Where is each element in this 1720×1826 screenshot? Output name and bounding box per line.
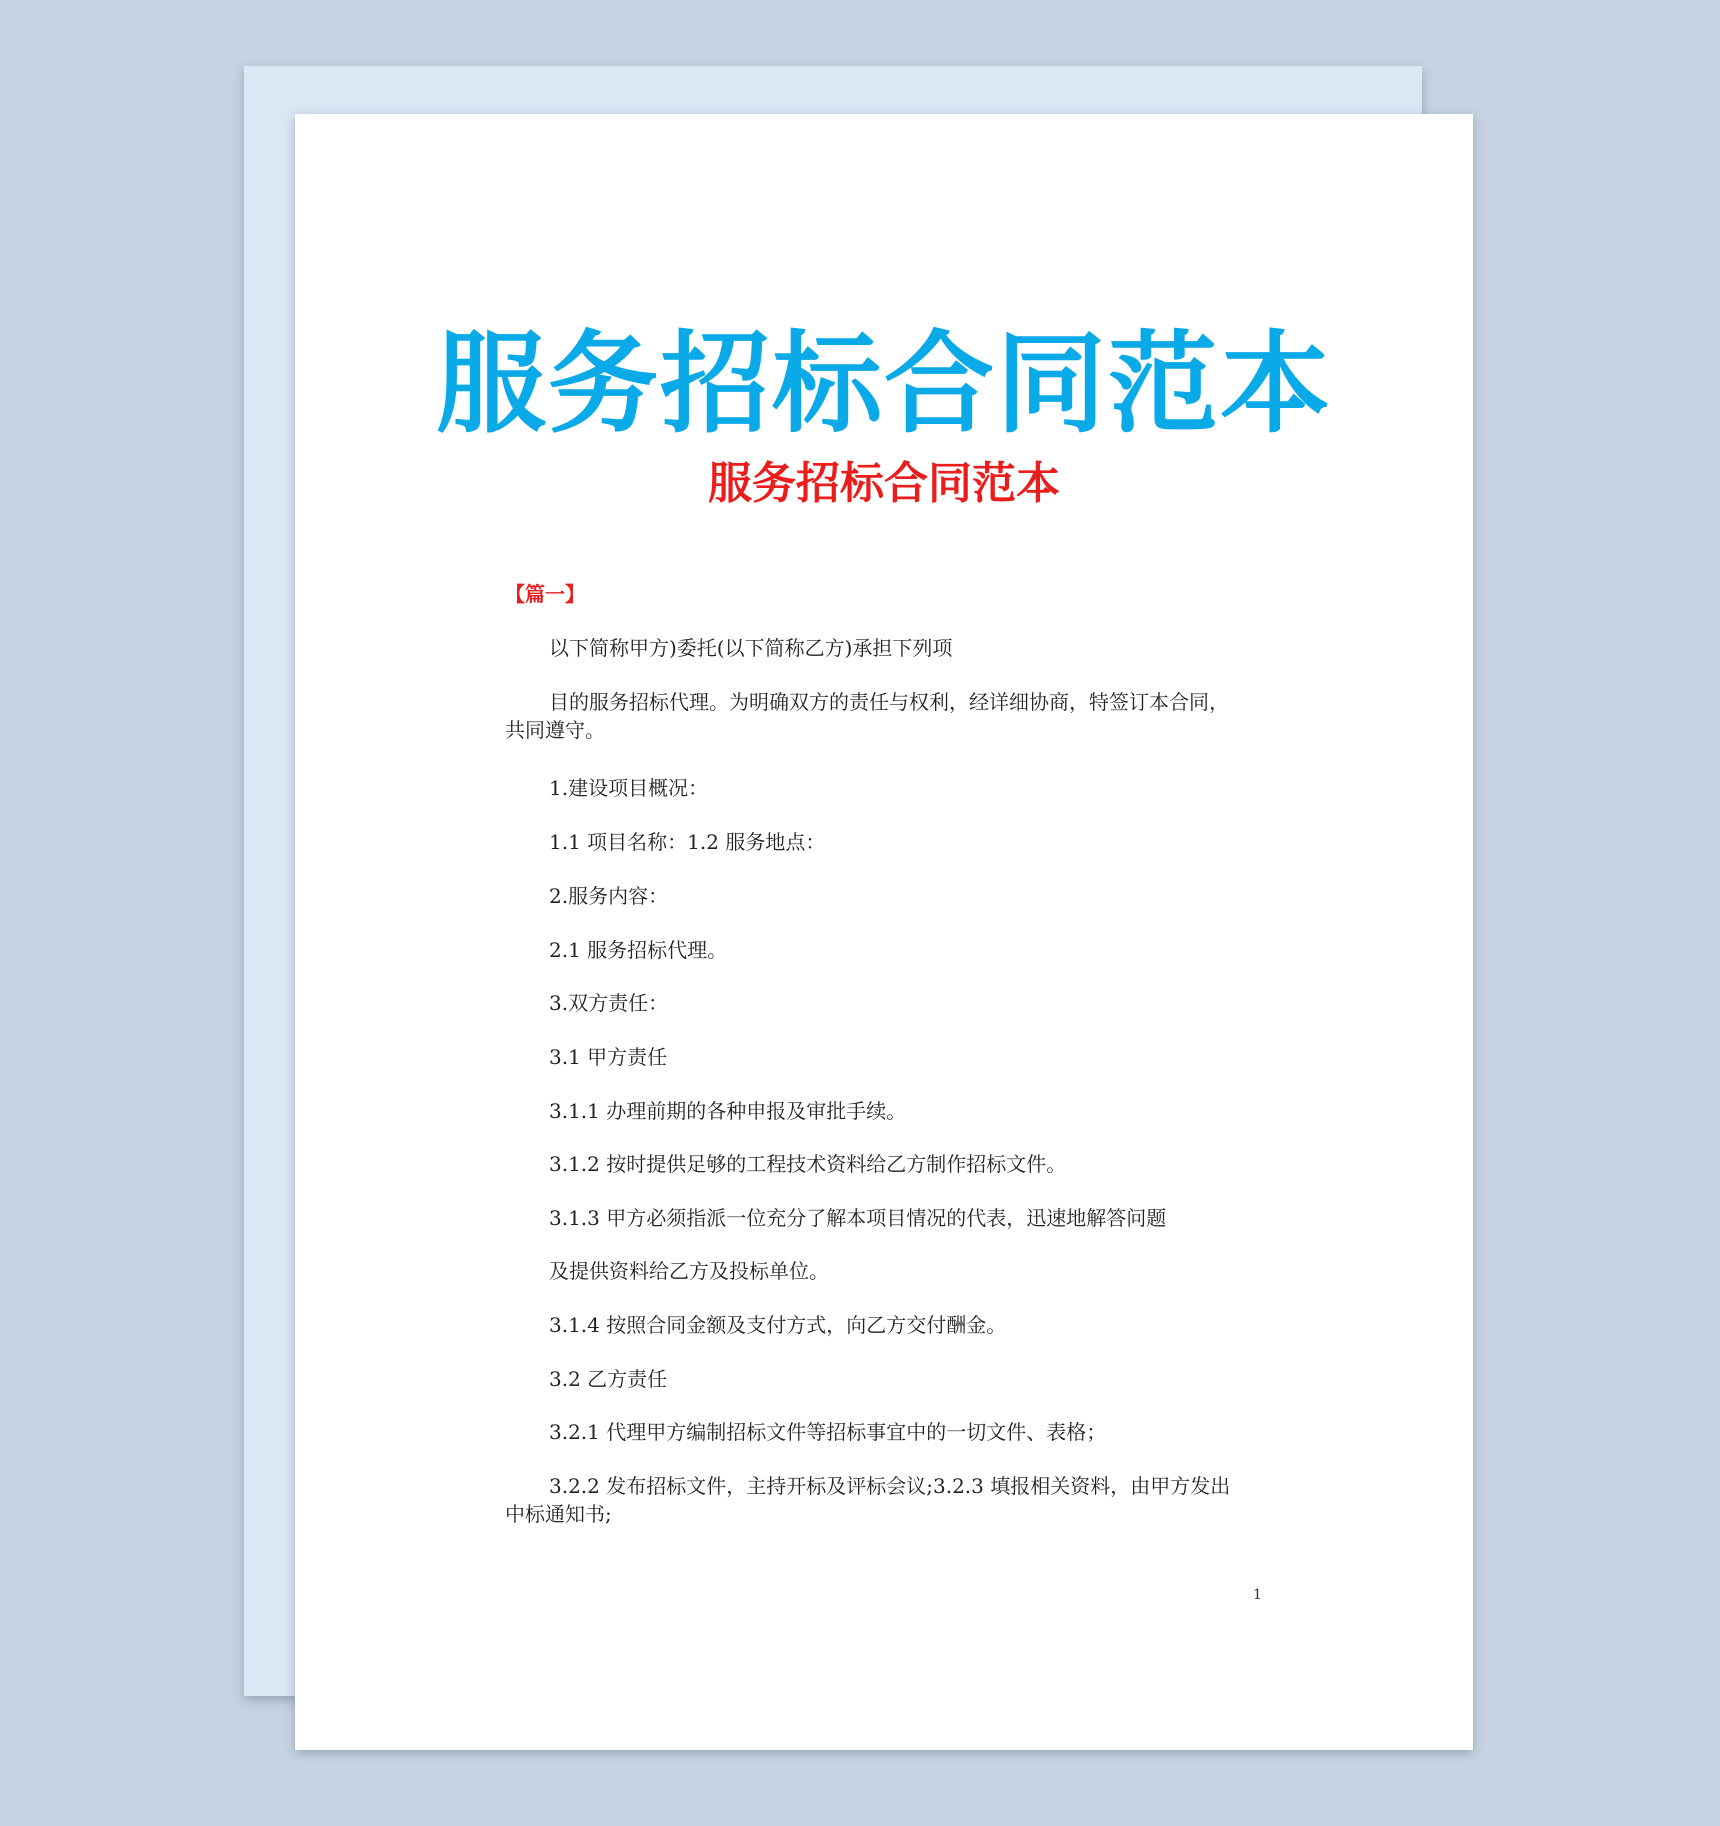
paragraph: 3.1.2 按时提供足够的工程技术资料给乙方制作招标文件。: [549, 1152, 1067, 1176]
paragraph: 3.双方责任：: [549, 991, 669, 1015]
section-label: 【篇一】: [505, 582, 585, 606]
paragraph: 2.1 服务招标代理。: [549, 938, 728, 962]
paragraph: 1.建设项目概况：: [549, 776, 709, 800]
paragraph: 3.2 乙方责任: [549, 1367, 668, 1391]
paragraph: 3.1 甲方责任: [549, 1045, 668, 1069]
paragraph: 3.2.2 发布招标文件，主持开标及评标会议;3.2.3 填报相关资料，由甲方发出中标通知书;: [505, 1474, 1231, 1526]
document-page: [295, 114, 1473, 1750]
paragraph: 以下简称甲方)委托(以下简称乙方)承担下列项: [549, 636, 953, 660]
page-number: 1: [1253, 1587, 1262, 1603]
paragraph: 3.2.1 代理甲方编制招标文件等招标事宜中的一切文件、表格；: [549, 1420, 1107, 1444]
paragraph: 目的服务招标代理。为明确双方的责任与权利，经详细协商，特签订本合同，共同遵守。: [505, 690, 1229, 742]
paragraph: 1.1 项目名称：1.2 服务地点：: [549, 830, 826, 854]
paragraph: 3.1.4 按照合同金额及支付方式，向乙方交付酬金。: [549, 1313, 1007, 1337]
cover-title: 服务招标合同范本: [436, 320, 1332, 448]
paragraph: 2.服务内容：: [549, 884, 669, 908]
document-heading: 服务招标合同范本: [708, 458, 1060, 509]
paragraph: 3.1.1 办理前期的各种申报及审批手续。: [549, 1099, 907, 1123]
paragraph: 及提供资料给乙方及投标单位。: [549, 1259, 829, 1283]
paragraph: 3.1.3 甲方必须指派一位充分了解本项目情况的代表，迅速地解答问题: [549, 1206, 1167, 1230]
